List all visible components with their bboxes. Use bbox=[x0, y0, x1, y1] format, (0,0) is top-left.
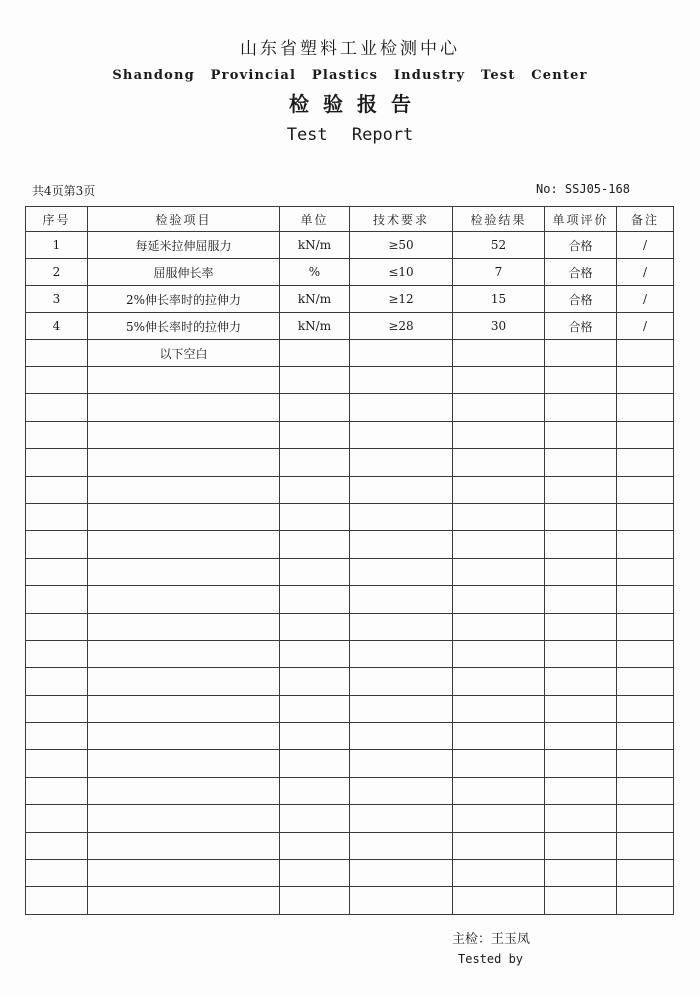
empty-cell bbox=[88, 723, 280, 750]
empty-cell bbox=[545, 668, 617, 695]
empty-row bbox=[26, 367, 674, 394]
cell-evaluation: 合格 bbox=[545, 259, 617, 286]
cell-item: 屈服伸长率 bbox=[88, 259, 280, 286]
empty-cell bbox=[617, 723, 674, 750]
header-seq: 序号 bbox=[26, 207, 88, 232]
cell-requirement: ≥28 bbox=[350, 313, 453, 340]
empty-cell bbox=[26, 805, 88, 832]
empty-cell bbox=[453, 832, 545, 859]
empty-row bbox=[26, 887, 674, 914]
empty-cell bbox=[545, 476, 617, 503]
header-item: 检验项目 bbox=[88, 207, 280, 232]
blank-note-row bbox=[26, 340, 674, 367]
header-remark: 备注 bbox=[617, 207, 674, 232]
empty-cell bbox=[350, 832, 453, 859]
empty-cell bbox=[545, 394, 617, 421]
empty-cell bbox=[617, 695, 674, 722]
empty-row bbox=[26, 503, 674, 530]
empty-cell bbox=[545, 640, 617, 667]
empty-cell bbox=[545, 586, 617, 613]
empty-row bbox=[26, 695, 674, 722]
empty-cell bbox=[26, 476, 88, 503]
empty-cell bbox=[453, 367, 545, 394]
cell-remark: / bbox=[617, 286, 674, 313]
empty-row bbox=[26, 531, 674, 558]
empty-row bbox=[26, 750, 674, 777]
tester-label-en: Tested by bbox=[458, 952, 524, 966]
header-unit: 单位 bbox=[280, 207, 350, 232]
empty-cell bbox=[617, 860, 674, 887]
empty-row bbox=[26, 449, 674, 476]
empty-cell bbox=[88, 613, 280, 640]
empty-row bbox=[26, 586, 674, 613]
cell-result: 52 bbox=[453, 232, 545, 259]
empty-cell bbox=[350, 367, 453, 394]
empty-row bbox=[26, 668, 674, 695]
cell-unit: kN/m bbox=[280, 286, 350, 313]
empty-cell bbox=[545, 805, 617, 832]
empty-cell bbox=[280, 723, 350, 750]
empty-cell bbox=[453, 860, 545, 887]
cell-unit bbox=[280, 340, 350, 367]
empty-cell bbox=[280, 695, 350, 722]
empty-cell bbox=[280, 750, 350, 777]
empty-cell bbox=[617, 832, 674, 859]
empty-cell bbox=[545, 832, 617, 859]
empty-cell bbox=[280, 394, 350, 421]
cell-remark bbox=[617, 340, 674, 367]
header-requirement: 技术要求 bbox=[350, 207, 453, 232]
empty-cell bbox=[453, 668, 545, 695]
empty-cell bbox=[88, 750, 280, 777]
empty-cell bbox=[453, 531, 545, 558]
cell-requirement: ≤10 bbox=[350, 259, 453, 286]
empty-cell bbox=[453, 613, 545, 640]
empty-cell bbox=[280, 558, 350, 585]
empty-cell bbox=[545, 531, 617, 558]
empty-cell bbox=[26, 613, 88, 640]
empty-cell bbox=[88, 887, 280, 914]
empty-cell bbox=[545, 367, 617, 394]
empty-cell bbox=[26, 558, 88, 585]
empty-cell bbox=[26, 887, 88, 914]
empty-cell bbox=[350, 531, 453, 558]
cell-item: 每延米拉伸屈服力 bbox=[88, 232, 280, 259]
empty-cell bbox=[453, 777, 545, 804]
empty-cell bbox=[350, 750, 453, 777]
empty-cell bbox=[88, 695, 280, 722]
cell-requirement bbox=[350, 340, 453, 367]
blank-note: 以下空白 bbox=[88, 340, 280, 367]
cell-seq: 2 bbox=[26, 259, 88, 286]
empty-cell bbox=[280, 887, 350, 914]
empty-cell bbox=[350, 805, 453, 832]
cell-result: 7 bbox=[453, 259, 545, 286]
empty-cell bbox=[280, 367, 350, 394]
empty-cell bbox=[453, 394, 545, 421]
empty-cell bbox=[453, 503, 545, 530]
empty-cell bbox=[350, 558, 453, 585]
empty-cell bbox=[26, 695, 88, 722]
org-name-en: Shandong Provincial Plastics Industry Test Center bbox=[112, 68, 588, 83]
empty-cell bbox=[350, 668, 453, 695]
cell-unit: kN/m bbox=[280, 313, 350, 340]
empty-cell bbox=[26, 777, 88, 804]
empty-cell bbox=[545, 695, 617, 722]
empty-cell bbox=[26, 723, 88, 750]
empty-cell bbox=[88, 640, 280, 667]
cell-result bbox=[453, 340, 545, 367]
empty-cell bbox=[350, 613, 453, 640]
empty-cell bbox=[545, 613, 617, 640]
report-title-en: Test Report bbox=[286, 125, 414, 145]
empty-cell bbox=[26, 750, 88, 777]
empty-cell bbox=[280, 613, 350, 640]
cell-unit: kN/m bbox=[280, 232, 350, 259]
empty-cell bbox=[88, 586, 280, 613]
empty-cell bbox=[453, 476, 545, 503]
empty-cell bbox=[453, 421, 545, 448]
page-count: 共4页第3页 bbox=[32, 184, 96, 198]
empty-cell bbox=[617, 449, 674, 476]
empty-cell bbox=[88, 777, 280, 804]
empty-cell bbox=[26, 640, 88, 667]
empty-cell bbox=[88, 832, 280, 859]
cell-unit: % bbox=[280, 259, 350, 286]
cell-remark: / bbox=[617, 259, 674, 286]
empty-cell bbox=[88, 860, 280, 887]
empty-cell bbox=[280, 586, 350, 613]
empty-cell bbox=[88, 503, 280, 530]
empty-cell bbox=[26, 421, 88, 448]
empty-cell bbox=[350, 640, 453, 667]
org-name-cn: 山东省塑料工业检测中心 bbox=[240, 39, 460, 59]
cell-evaluation bbox=[545, 340, 617, 367]
tester-signature-cn: 主检：王玉凤 bbox=[452, 932, 531, 947]
empty-cell bbox=[617, 750, 674, 777]
empty-row bbox=[26, 805, 674, 832]
empty-cell bbox=[88, 805, 280, 832]
empty-cell bbox=[350, 695, 453, 722]
empty-cell bbox=[88, 668, 280, 695]
empty-cell bbox=[617, 640, 674, 667]
empty-cell bbox=[350, 887, 453, 914]
empty-cell bbox=[350, 503, 453, 530]
empty-row bbox=[26, 421, 674, 448]
cell-seq: 4 bbox=[26, 313, 88, 340]
empty-cell bbox=[545, 777, 617, 804]
empty-cell bbox=[280, 805, 350, 832]
table-header-row bbox=[26, 207, 674, 232]
table-row bbox=[26, 259, 674, 286]
cell-seq: 1 bbox=[26, 232, 88, 259]
empty-cell bbox=[545, 421, 617, 448]
table-row bbox=[26, 313, 674, 340]
empty-cell bbox=[545, 558, 617, 585]
empty-cell bbox=[280, 668, 350, 695]
empty-cell bbox=[453, 558, 545, 585]
empty-cell bbox=[280, 777, 350, 804]
empty-cell bbox=[280, 503, 350, 530]
empty-row bbox=[26, 640, 674, 667]
empty-row bbox=[26, 777, 674, 804]
empty-cell bbox=[617, 503, 674, 530]
empty-cell bbox=[545, 750, 617, 777]
empty-cell bbox=[545, 860, 617, 887]
empty-cell bbox=[453, 887, 545, 914]
empty-cell bbox=[453, 750, 545, 777]
empty-cell bbox=[617, 586, 674, 613]
empty-cell bbox=[280, 832, 350, 859]
cell-seq bbox=[26, 340, 88, 367]
table-row bbox=[26, 286, 674, 313]
empty-cell bbox=[617, 613, 674, 640]
empty-row bbox=[26, 558, 674, 585]
empty-cell bbox=[26, 394, 88, 421]
empty-cell bbox=[26, 860, 88, 887]
cell-result: 30 bbox=[453, 313, 545, 340]
empty-cell bbox=[617, 421, 674, 448]
empty-cell bbox=[280, 531, 350, 558]
empty-cell bbox=[350, 421, 453, 448]
empty-row bbox=[26, 832, 674, 859]
empty-cell bbox=[350, 860, 453, 887]
empty-cell bbox=[26, 503, 88, 530]
empty-cell bbox=[453, 805, 545, 832]
cell-seq: 3 bbox=[26, 286, 88, 313]
empty-cell bbox=[88, 394, 280, 421]
empty-row bbox=[26, 860, 674, 887]
empty-cell bbox=[88, 367, 280, 394]
cell-remark: / bbox=[617, 313, 674, 340]
empty-cell bbox=[453, 723, 545, 750]
header-evaluation: 单项评价 bbox=[545, 207, 617, 232]
empty-cell bbox=[617, 668, 674, 695]
empty-cell bbox=[280, 476, 350, 503]
empty-cell bbox=[88, 421, 280, 448]
empty-cell bbox=[617, 367, 674, 394]
cell-requirement: ≥50 bbox=[350, 232, 453, 259]
empty-cell bbox=[617, 476, 674, 503]
empty-row bbox=[26, 613, 674, 640]
empty-cell bbox=[453, 640, 545, 667]
empty-cell bbox=[350, 476, 453, 503]
empty-cell bbox=[280, 640, 350, 667]
table-row bbox=[26, 232, 674, 259]
empty-cell bbox=[26, 668, 88, 695]
empty-row bbox=[26, 723, 674, 750]
results-table bbox=[25, 206, 674, 915]
empty-cell bbox=[617, 805, 674, 832]
report-title-cn: 检验报告 bbox=[289, 92, 425, 116]
cell-evaluation: 合格 bbox=[545, 232, 617, 259]
empty-cell bbox=[350, 586, 453, 613]
empty-cell bbox=[545, 887, 617, 914]
empty-cell bbox=[280, 421, 350, 448]
empty-cell bbox=[280, 860, 350, 887]
empty-cell bbox=[26, 367, 88, 394]
empty-cell bbox=[280, 449, 350, 476]
empty-cell bbox=[617, 887, 674, 914]
empty-cell bbox=[617, 531, 674, 558]
empty-cell bbox=[545, 723, 617, 750]
cell-evaluation: 合格 bbox=[545, 313, 617, 340]
empty-cell bbox=[350, 449, 453, 476]
empty-row bbox=[26, 476, 674, 503]
empty-cell bbox=[617, 394, 674, 421]
empty-cell bbox=[26, 586, 88, 613]
cell-remark: / bbox=[617, 232, 674, 259]
cell-requirement: ≥12 bbox=[350, 286, 453, 313]
report-number: No: SSJ05-168 bbox=[536, 182, 630, 196]
empty-row bbox=[26, 394, 674, 421]
empty-cell bbox=[26, 531, 88, 558]
cell-item: 2%伸长率时的拉伸力 bbox=[88, 286, 280, 313]
empty-cell bbox=[88, 449, 280, 476]
header-result: 检验结果 bbox=[453, 207, 545, 232]
empty-cell bbox=[617, 558, 674, 585]
empty-cell bbox=[26, 449, 88, 476]
empty-cell bbox=[88, 531, 280, 558]
empty-cell bbox=[545, 449, 617, 476]
empty-cell bbox=[350, 723, 453, 750]
empty-cell bbox=[453, 586, 545, 613]
empty-cell bbox=[617, 777, 674, 804]
empty-cell bbox=[350, 394, 453, 421]
empty-cell bbox=[88, 476, 280, 503]
cell-item: 5%伸长率时的拉伸力 bbox=[88, 313, 280, 340]
empty-cell bbox=[545, 503, 617, 530]
cell-result: 15 bbox=[453, 286, 545, 313]
empty-cell bbox=[88, 558, 280, 585]
empty-cell bbox=[453, 695, 545, 722]
empty-cell bbox=[26, 832, 88, 859]
empty-cell bbox=[350, 777, 453, 804]
empty-cell bbox=[453, 449, 545, 476]
cell-evaluation: 合格 bbox=[545, 286, 617, 313]
